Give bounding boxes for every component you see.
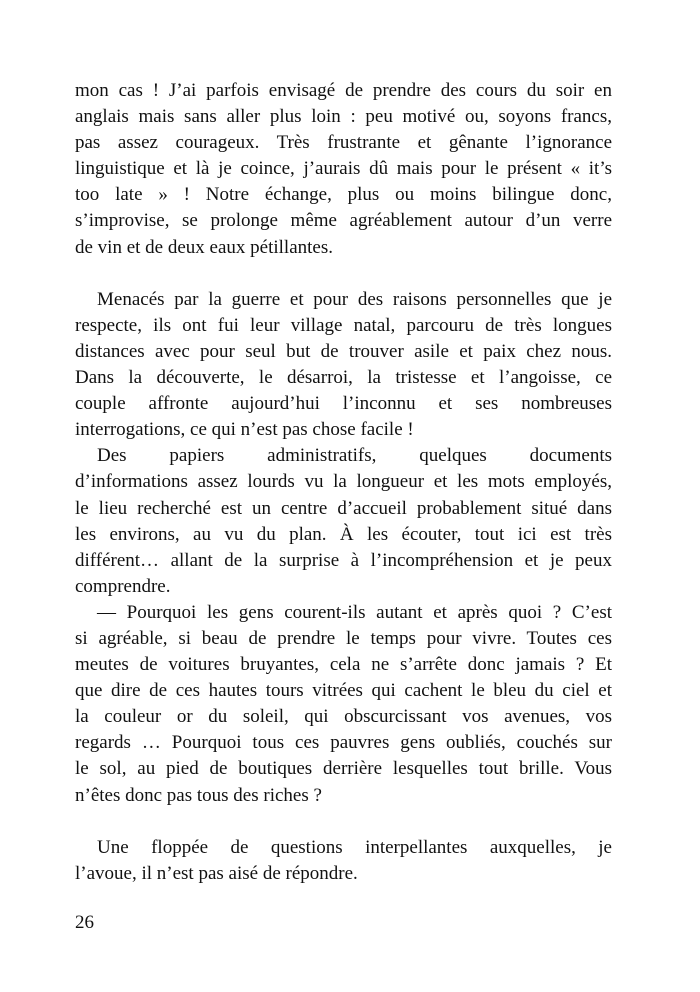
text-line: n’êtes donc pas tous des riches ? xyxy=(75,784,322,806)
text-line: comprendre. xyxy=(75,575,171,597)
text-line: le sol, au pied de boutiques derrière lesquelles tout brille. Vous xyxy=(75,758,612,780)
paragraph xyxy=(75,600,612,809)
paragraph xyxy=(75,287,612,444)
text-line: la couleur or du soleil, qui obscurcissant vos avenues, vos xyxy=(75,706,612,728)
text-line: l’avoue, il n’est pas aisé de répondre. xyxy=(75,862,358,884)
text-line: Menacés par la guerre et pour des raisons personnelles que je xyxy=(97,288,612,310)
text-line: too late » ! Notre échange, plus ou moins bilingue donc, xyxy=(75,184,612,206)
page-number: 26 xyxy=(75,912,94,933)
text-line: si agréable, si beau de prendre le temps pour vivre. Toutes ces xyxy=(75,627,612,649)
text-line: Des papiers administratifs, quelques documents xyxy=(97,445,612,467)
text-line: les environs, au vu du plan. À les écouter, tout ici est très xyxy=(75,523,612,545)
text-line: de vin et de deux eaux pétillantes. xyxy=(75,236,333,258)
text-line: que dire de ces hautes tours vitrées qui cachent le bleu du ciel et xyxy=(75,680,612,702)
text-line: interrogations, ce qui n’est pas chose facile ! xyxy=(75,419,414,441)
text-line: regards … Pourquoi tous ces pauvres gens oubliés, couchés sur xyxy=(75,732,612,754)
text-line: — Pourquoi les gens courent-ils autant et après quoi ? C’est xyxy=(97,601,612,623)
text-line: meutes de voitures bruyantes, cela ne s’arrête donc jamais ? Et xyxy=(75,654,612,676)
text-line: anglais mais sans aller plus loin : peu motivé ou, soyons francs, xyxy=(75,106,612,128)
paragraph xyxy=(75,443,612,600)
text-line: linguistique et là je coince, j’aurais dû mais pour le présent « it’s xyxy=(75,158,612,180)
paragraph xyxy=(75,78,612,261)
text-line: distances avec pour seul but de trouver asile et paix chez nous. xyxy=(75,340,612,362)
text-line: couple affronte aujourd’hui l’inconnu et ses nombreuses xyxy=(75,393,612,415)
paragraph-spacer xyxy=(75,809,612,835)
text-line: respecte, ils ont fui leur village natal, parcouru de très longues xyxy=(75,314,612,336)
text-line: d’informations assez lourds vu la longueur et les mots employés, xyxy=(75,471,612,493)
text-line: Dans la découverte, le désarroi, la tristesse et l’angoisse, ce xyxy=(75,367,612,389)
text-line: s’improvise, se prolonge même agréablement autour d’un verre xyxy=(75,210,612,232)
text-line: Une floppée de questions interpellantes auxquelles, je xyxy=(97,836,612,858)
text-line: le lieu recherché est un centre d’accueil probablement situé dans xyxy=(75,497,612,519)
page-body xyxy=(75,78,612,887)
text-line: mon cas ! J’ai parfois envisagé de prendre des cours du soir en xyxy=(75,80,612,101)
text-line: différent… allant de la surprise à l’incompréhension et je peux xyxy=(75,549,612,571)
paragraph-spacer xyxy=(75,261,612,287)
paragraph xyxy=(75,835,612,887)
text-line: pas assez courageux. Très frustrante et gênante l’ignorance xyxy=(75,132,612,154)
